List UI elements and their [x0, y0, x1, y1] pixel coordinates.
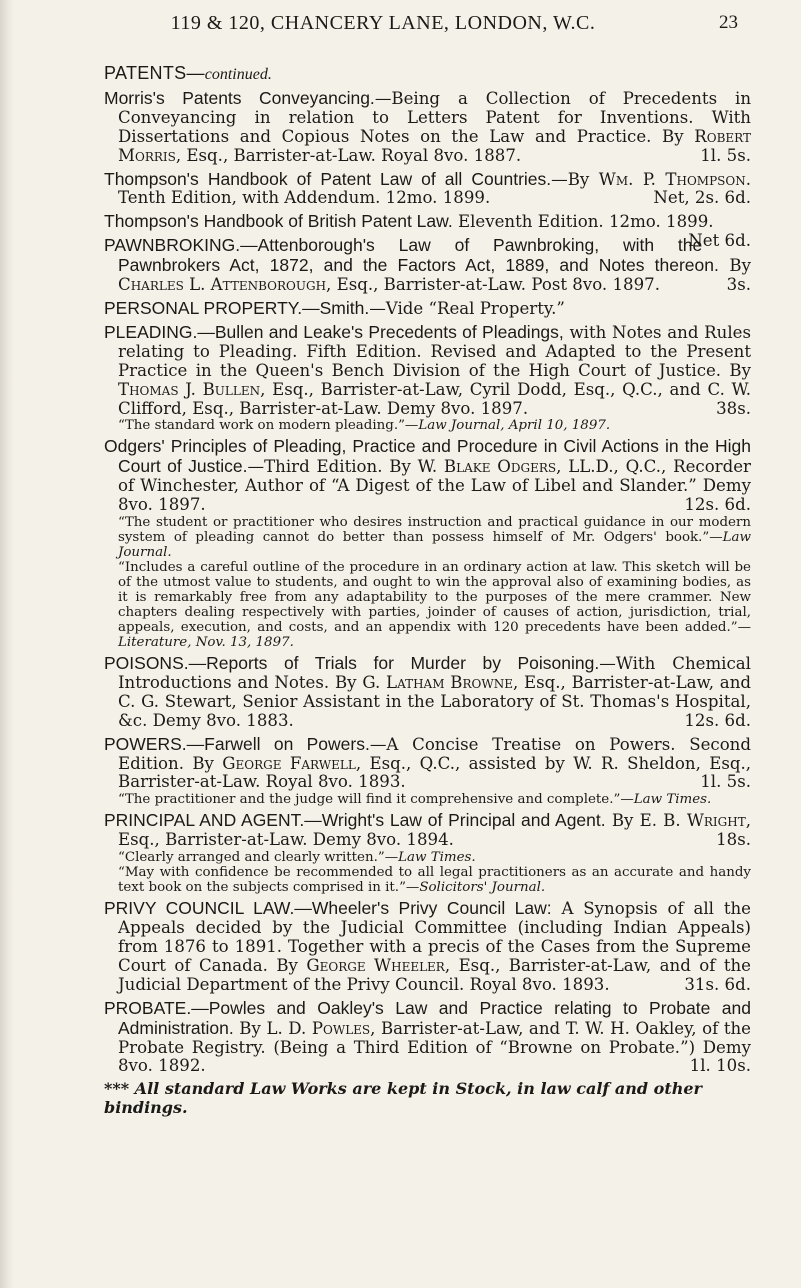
entry-author: G. Latham Browne: [362, 672, 513, 692]
entry-price: 18s.: [716, 830, 751, 850]
entry-heading: PLEADING.—Bullen and Leake's Precedents of Pleadings,: [104, 321, 564, 342]
page-binding-shadow: [0, 0, 14, 1288]
catalogue-entry: [104, 735, 751, 793]
catalogue-entry: [104, 170, 751, 209]
review-quote: [104, 515, 751, 560]
entry-heading: PROBATE.—Powles and Oakley's Law and Practice relating to Probate and Administration.: [104, 997, 751, 1038]
entry-author: George Farwell: [222, 753, 356, 773]
entry-heading: PAWNBROKING.—Attenborough's Law of Pawnbroking, with the Pawnbrokers Act, 1872, and the Factors Act, 1889, and Notes thereon.: [104, 235, 719, 276]
entry-body: , Esq., Barrister-at-Law. Royal 8vo. 1887.: [175, 145, 522, 165]
entry-body: , Esq., Barrister-at-Law. Demy 8vo. 1894.: [118, 811, 752, 850]
entry-price: 3s.: [726, 275, 751, 295]
section-title-text: PATENTS—: [104, 63, 205, 83]
entry-author: Wm. P. Thompson: [598, 169, 746, 189]
entry-price: 12s. 6d.: [684, 495, 751, 515]
entry-body: . Tenth Edition, with Addendum. 12mo. 1899.: [118, 169, 751, 208]
entry-author: L. D. Powles: [266, 1018, 371, 1038]
entry-body: —A Concise Treatise on Powers. Second Edition. By: [118, 734, 751, 773]
review-quotes: [104, 850, 751, 895]
catalogue-content: [104, 64, 751, 1118]
entry-price: 12s. 6d.: [684, 710, 751, 730]
page-number: 23: [719, 12, 738, 33]
entry-author: Charles L. Attenborough: [118, 275, 327, 295]
review-quotes: [104, 418, 751, 433]
running-header: [88, 12, 738, 38]
catalogue-entry: [104, 437, 751, 515]
quote-source: Law Journal.: [118, 530, 751, 561]
catalogue-entry: [104, 899, 751, 995]
entry-price: 1l. 5s.: [700, 145, 751, 165]
section-title: [104, 64, 751, 85]
entry-body: , Esq., Barrister-at-Law, and C. G. Stewart, Senior Assistant in the Laboratory of St. Thomas's Hospital, &c. Demy 8vo. 1883.: [118, 672, 752, 730]
catalogue-entry: [104, 811, 751, 850]
entry-price: 1l. 5s.: [700, 772, 751, 792]
entry-body: By: [718, 256, 752, 276]
review-quote: [104, 418, 751, 433]
entry-price: Net, 2s. 6d.: [653, 188, 751, 208]
quote-source: Law Times.: [633, 792, 712, 808]
entry-price: 38s.: [716, 398, 751, 418]
quote-text: “The practitioner and the judge will find it comprehensive and complete.”—: [118, 792, 634, 808]
entry-heading: Morris's Patents Conveyancing.: [104, 87, 375, 108]
catalogue-entry: [104, 236, 751, 295]
entry-body: with Notes and Rules relating to Pleading. Fifth Edition. Revised and Adapted to the Present Practice in the Queen's Bench Division of the High Court of Justice. By: [118, 322, 751, 380]
entry-body: , Esq., Q.C., assisted by W. R. Sheldon, Esq., Barrister-at-Law. Royal 8vo. 1893.: [118, 753, 752, 792]
entry-body: A Synopsis of all the Appeals decided by the Judicial Committee (including Indian Appeals) from 1876 to 1891. Together with a precis of the Cases from the Supreme Court of Canada. By: [118, 899, 751, 975]
entry-author: Robert Morris: [118, 126, 751, 165]
catalogue-entry: [104, 89, 751, 166]
quote-text: “Clearly arranged and clearly written.”—: [118, 850, 399, 866]
quote-text: “The student or practitioner who desires instruction and practical guidance in our modern system of pleading cannot do better than possess himself of Mr. Odgers' book.”—: [118, 515, 751, 546]
entry-body: —Vide “Real Property.”: [369, 298, 565, 318]
quote-text: “Includes a careful outline of the procedure in an ordinary action at law. This sketch will be of the utmost value to students, and ought to win the approval also of examining bodies, as it is remarkably free from any adaptability to the purposes of the mere crammer. New chapters dealing respectively with parties, joinder of causes of action, jurisdiction, trial, appeals, execution, and costs, and an appendix with 120 precedents have been added.”—: [118, 560, 751, 636]
entry-body: —Being a Collection of Precedents in Conveyancing in relation to Letters Patent for Inventions. With Dissertations and Copious Notes on the Law and Practice. By: [118, 88, 752, 146]
catalogue-entry: [104, 211, 751, 251]
entry-body: By: [605, 811, 640, 831]
catalogue-entry: [104, 999, 751, 1077]
entry-body: Eleventh Edition. 12mo. 1899.: [452, 212, 714, 232]
review-quote: [104, 850, 751, 865]
entry-body: , Barrister-at-Law, and T. W. H. Oakley, of the Probate Registry. (Being a Third Edition of “Browne on Probate.”) Demy 8vo. 1892.: [118, 1018, 751, 1076]
entry-body: —With Chemical Introductions and Notes. By: [118, 654, 751, 692]
entry-body: , Esq., Barrister-at-Law, Cyril Dodd, Esq., Q.C., and C. W. Clifford, Esq., Barrister-at-Law. Demy 8vo. 1897.: [118, 379, 751, 418]
quote-source: Literature, Nov. 13, 1897.: [118, 635, 294, 651]
entry-body: , LL.D., Q.C., Recorder of Winchester, Author of “A Digest of the Law of Libel and Slander.” Demy 8vo. 1897.: [118, 457, 751, 515]
entry-author: Thomas J. Bullen: [118, 379, 261, 399]
entry-heading: PRINCIPAL AND AGENT.—Wright's Law of Principal and Agent.: [104, 810, 606, 831]
catalogue-entry: [104, 299, 751, 319]
review-quote: [104, 865, 751, 895]
entry-author: George Wheeler: [306, 955, 445, 975]
entry-author: Blake Odgers: [443, 457, 557, 477]
footer-note: *** All standard Law Works are kept in Stock, in law calf and other bindings.: [104, 1079, 702, 1118]
entry-heading: Odgers' Principles of Pleading, Practice and Procedure in Civil Actions in the High Court of Justice.: [104, 436, 751, 477]
entry-body: , Esq., Barrister-at-Law. Post 8vo. 1897.: [326, 275, 660, 295]
catalogue-entry: [104, 323, 751, 419]
entry-heading: PERSONAL PROPERTY.—Smith.: [104, 297, 370, 318]
review-quote: [104, 792, 751, 807]
entry-heading: PRIVY COUNCIL LAW.—Wheeler's Privy Council Law:: [104, 898, 552, 919]
quote-source: Solicitors' Journal.: [419, 880, 546, 896]
entry-price: 1l. 10s.: [689, 1056, 751, 1076]
catalogue-entry: [104, 654, 751, 731]
entry-heading: Thompson's Handbook of Patent Law of all Countries.: [104, 168, 552, 189]
review-quotes: [104, 792, 751, 807]
entry-heading: Thompson's Handbook of British Patent Law.: [104, 211, 453, 232]
quote-text: “The standard work on modern pleading.”—: [118, 418, 419, 434]
entry-body: , Esq., Barrister-at-Law, and of the Judicial Department of the Privy Council. Royal 8vo. 1893.: [118, 955, 752, 994]
entry-heading: POWERS.—Farwell on Powers.: [104, 733, 370, 754]
entry-body: —Third Edition. By W.: [247, 457, 444, 477]
review-quote: [104, 560, 751, 650]
quote-source: Law Times.: [398, 850, 476, 866]
entry-author: E. B. Wright: [639, 811, 746, 831]
entry-body: By: [233, 1018, 267, 1038]
review-quotes: [104, 515, 751, 650]
entry-price: 31s. 6d.: [684, 974, 751, 994]
section-continued: continued.: [204, 66, 272, 83]
entry-body: —By: [551, 169, 599, 189]
entry-heading: POISONS.—Reports of Trials for Murder by Poisoning.: [104, 653, 600, 674]
quote-text: “May with confidence be recommended to all legal practitioners as an accurate and handy text book on the subjects comprised in it.”—: [118, 865, 751, 896]
entry-price: Net 6d.: [688, 231, 751, 251]
quote-source: Law Journal, April 10, 1897.: [418, 418, 611, 434]
header-title: 119 & 120, CHANCERY LANE, LONDON, W.C.: [170, 12, 596, 34]
